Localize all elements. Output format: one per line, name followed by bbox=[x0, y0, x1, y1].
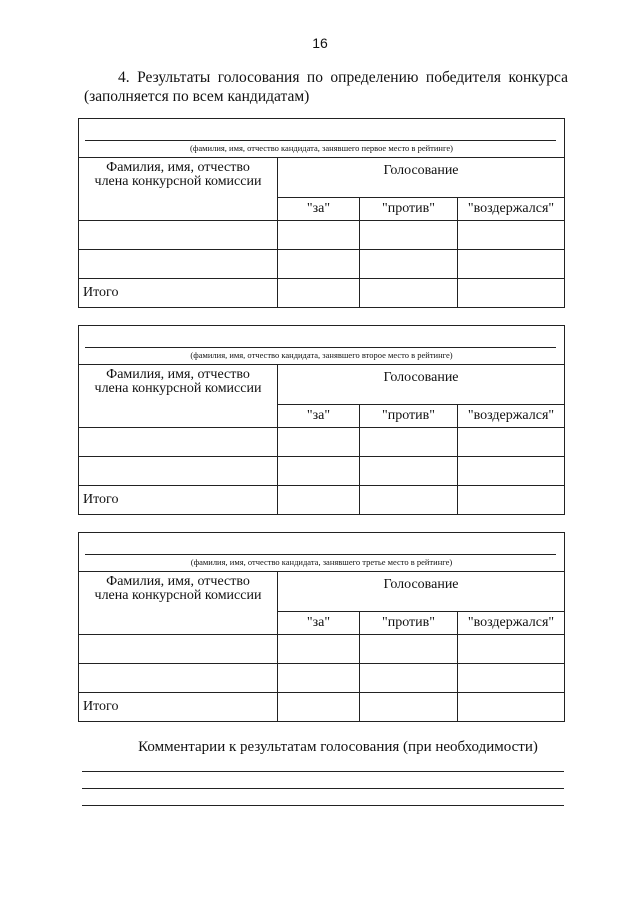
member-header-line-1: Фамилия, имя, отчество bbox=[106, 160, 250, 175]
option-abstain: "воздержался" bbox=[458, 198, 565, 221]
member-cell[interactable] bbox=[79, 457, 278, 486]
vote-table-first-place bbox=[78, 118, 565, 308]
member-name-header bbox=[79, 158, 278, 221]
abstain-cell[interactable] bbox=[458, 250, 565, 279]
option-against: "против" bbox=[360, 198, 458, 221]
member-name-header bbox=[79, 572, 278, 635]
total-for-cell[interactable] bbox=[278, 279, 360, 308]
voting-header: Голосование bbox=[278, 158, 565, 198]
option-abstain: "воздержался" bbox=[458, 612, 565, 635]
total-abstain-cell[interactable] bbox=[458, 693, 565, 722]
table-row bbox=[79, 664, 565, 693]
option-for: "за" bbox=[278, 612, 360, 635]
against-cell[interactable] bbox=[360, 635, 458, 664]
total-for-cell[interactable] bbox=[278, 486, 360, 515]
member-header-line-2: члена конкурсной комиссии bbox=[94, 588, 262, 603]
comment-line[interactable] bbox=[82, 788, 564, 789]
table-row bbox=[79, 250, 565, 279]
total-against-cell[interactable] bbox=[360, 279, 458, 308]
table-row bbox=[79, 221, 565, 250]
vote-table-third-place bbox=[78, 532, 565, 722]
table-row bbox=[79, 457, 565, 486]
member-cell[interactable] bbox=[79, 221, 278, 250]
total-label: Итого bbox=[79, 486, 278, 515]
option-against: "против" bbox=[360, 612, 458, 635]
for-cell[interactable] bbox=[278, 635, 360, 664]
candidate-caption: (фамилия, имя, отчество кандидата, занявшего третье место в рейтинге) bbox=[190, 557, 453, 567]
page-number: 16 bbox=[312, 35, 328, 51]
total-for-cell[interactable] bbox=[278, 693, 360, 722]
total-label: Итого bbox=[79, 279, 278, 308]
table-row bbox=[79, 635, 565, 664]
total-row bbox=[79, 693, 565, 722]
member-header-line-2: члена конкурсной комиссии bbox=[94, 381, 262, 396]
against-cell[interactable] bbox=[360, 457, 458, 486]
voting-header: Голосование bbox=[278, 572, 565, 612]
member-cell[interactable] bbox=[79, 250, 278, 279]
candidate-caption: (фамилия, имя, отчество кандидата, занявшего второе место в рейтинге) bbox=[190, 350, 453, 360]
member-cell[interactable] bbox=[79, 635, 278, 664]
total-abstain-cell[interactable] bbox=[458, 279, 565, 308]
table-row bbox=[79, 428, 565, 457]
member-name-header bbox=[79, 365, 278, 428]
against-cell[interactable] bbox=[360, 250, 458, 279]
abstain-cell[interactable] bbox=[458, 457, 565, 486]
against-cell[interactable] bbox=[360, 664, 458, 693]
option-against: "против" bbox=[360, 405, 458, 428]
abstain-cell[interactable] bbox=[458, 635, 565, 664]
candidate-name-cell[interactable] bbox=[79, 119, 565, 158]
comments-title: Комментарии к результатам голосования (при необходимости) bbox=[138, 739, 538, 755]
member-cell[interactable] bbox=[79, 428, 278, 457]
abstain-cell[interactable] bbox=[458, 221, 565, 250]
candidate-name-cell[interactable] bbox=[79, 326, 565, 365]
candidate-caption: (фамилия, имя, отчество кандидата, занявшего первое место в рейтинге) bbox=[190, 143, 453, 153]
candidate-name-cell[interactable] bbox=[79, 533, 565, 572]
for-cell[interactable] bbox=[278, 250, 360, 279]
against-cell[interactable] bbox=[360, 221, 458, 250]
total-against-cell[interactable] bbox=[360, 486, 458, 515]
option-for: "за" bbox=[278, 198, 360, 221]
member-cell[interactable] bbox=[79, 664, 278, 693]
total-against-cell[interactable] bbox=[360, 693, 458, 722]
for-cell[interactable] bbox=[278, 457, 360, 486]
total-row bbox=[79, 486, 565, 515]
comment-line[interactable] bbox=[82, 771, 564, 772]
member-header-line-2: члена конкурсной комиссии bbox=[94, 174, 262, 189]
abstain-cell[interactable] bbox=[458, 664, 565, 693]
member-header-line-1: Фамилия, имя, отчество bbox=[106, 574, 250, 589]
candidate-name-line bbox=[85, 140, 556, 141]
option-for: "за" bbox=[278, 405, 360, 428]
for-cell[interactable] bbox=[278, 221, 360, 250]
section-title bbox=[84, 68, 568, 106]
for-cell[interactable] bbox=[278, 428, 360, 457]
section-title-line-2: (заполняется по всем кандидатам) bbox=[84, 88, 310, 105]
total-row bbox=[79, 279, 565, 308]
candidate-name-line bbox=[85, 554, 556, 555]
section-title-line-1: 4. Результаты голосования по определению победителя конкурса bbox=[118, 69, 568, 86]
vote-table-second-place bbox=[78, 325, 565, 515]
candidate-name-line bbox=[85, 347, 556, 348]
comment-line[interactable] bbox=[82, 805, 564, 806]
member-header-line-1: Фамилия, имя, отчество bbox=[106, 367, 250, 382]
against-cell[interactable] bbox=[360, 428, 458, 457]
for-cell[interactable] bbox=[278, 664, 360, 693]
option-abstain: "воздержался" bbox=[458, 405, 565, 428]
total-label: Итого bbox=[79, 693, 278, 722]
abstain-cell[interactable] bbox=[458, 428, 565, 457]
voting-header: Голосование bbox=[278, 365, 565, 405]
total-abstain-cell[interactable] bbox=[458, 486, 565, 515]
